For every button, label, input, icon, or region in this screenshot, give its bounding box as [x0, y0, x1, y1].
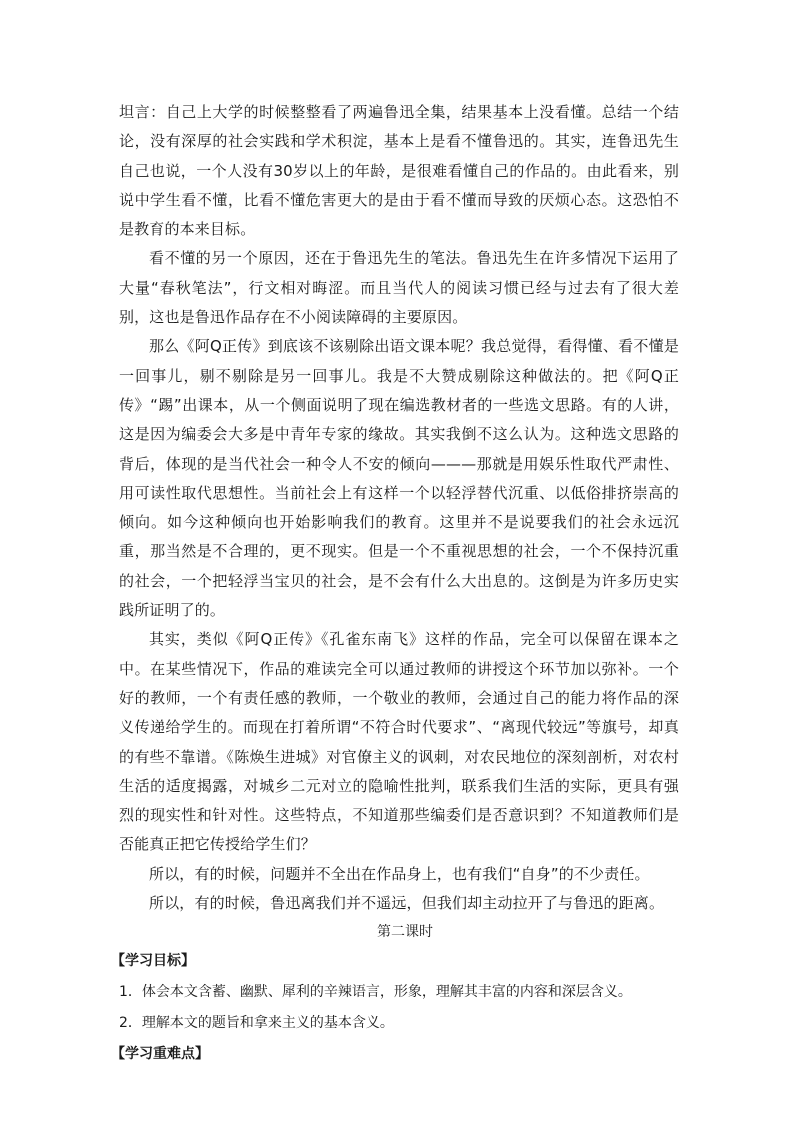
objective-item-1: 1．体会本文含蓄、幽默、犀利的辛辣语言，形象，理解其丰富的内容和深层含义。	[119, 984, 632, 1001]
key-points-label: 【学习重难点】	[111, 1046, 209, 1063]
paragraph-removal-debate: 那么《阿Q正传》到底该不该剔除出语文课本呢？我总觉得，看得懂、看不懂是一回事儿，剔不剔除是另一回事儿。我是不大赞成剔除这种做法的。把《阿Q正传》“踢”出课本，从一个侧面说明了现在编选教材者的一些选文思路。有的人讲，这是因为编委会大多是中青年专家的缘故。其实我倒不这么认为。这种选文思路的背后，体现的是当代社会一种令人不安的倾向———那就是用娱乐性取代严肃性、用可读性取代思想性。当前社会上有这样一个以轻浮替代沉重、以低俗排挤崇高的倾向。如今这种倾向也开始影响我们的教育。这里并不是说要我们的社会永远沉重，那当然是不合理的，更不现实。但是一个不重视思想的社会，一个不保持沉重的社会，一个把轻浮当宝贝的社会，是不会有什么大出息的。这倒是为许多历史实践所证明了的。	[119, 337, 679, 620]
paragraph-writing-style: 看不懂的另一个原因，还在于鲁迅先生的笔法。鲁迅先生在许多情况下运用了大量“春秋笔法”，行文相对晦涩。而且当代人的阅读习惯已经与过去有了很大差别，这也是鲁迅作品存在不小阅读障碍的主要原因。	[119, 249, 679, 327]
objective-item-2: 2．理解本文的题旨和拿来主义的基本含义。	[119, 1015, 394, 1032]
paragraph-continued: 坦言：自己上大学的时候整整看了两遍鲁迅全集，结果基本上没看懂。总结一个结论，没有深厚的社会实践和学术积淀，基本上是看不懂鲁迅的。其实，连鲁迅先生自己也说，一个人没有30岁以上的年龄，是很难看懂自己的作品的。由此看来，别说中学生看不懂，比看不懂危害更大的是由于看不懂而导致的厌烦心态。这恐怕不是教育的本来目标。	[119, 103, 679, 239]
paragraph-conclusion-2: 所以，有的时候，鲁迅离我们并不遥远，但我们却主动拉开了与鲁迅的距离。	[149, 894, 665, 913]
lesson-heading: 第二课时	[377, 924, 433, 941]
document-body	[111, 98, 679, 1070]
paragraph-keep-in-textbook: 其实，类似《阿Q正传》《孔雀东南飞》这样的作品，完全可以保留在课本之中。在某些情况下，作品的难读完全可以通过教师的讲授这个环节加以弥补。一个好的教师，一个有责任感的教师，一个敬业的教师，会通过自己的能力将作品的深义传递给学生的。而现在打着所谓“不符合时代要求”、“离现代较远”等旗号，却真的有些不靠谱。《陈焕生进城》对官僚主义的讽刺，对农民地位的深刻剖析，对农村生活的适度揭露，对城乡二元对立的隐喻性批判，联系我们生活的实际，更具有强烈的现实性和针对性。这些特点，不知道那些编委们是否意识到？不知道教师们是否能真正把它传授给学生们？	[119, 630, 679, 854]
paragraph-conclusion-1: 所以，有的时候，问题并不全出在作品身上，也有我们“自身”的不少责任。	[149, 864, 650, 883]
objectives-label: 【学习目标】	[111, 953, 195, 970]
